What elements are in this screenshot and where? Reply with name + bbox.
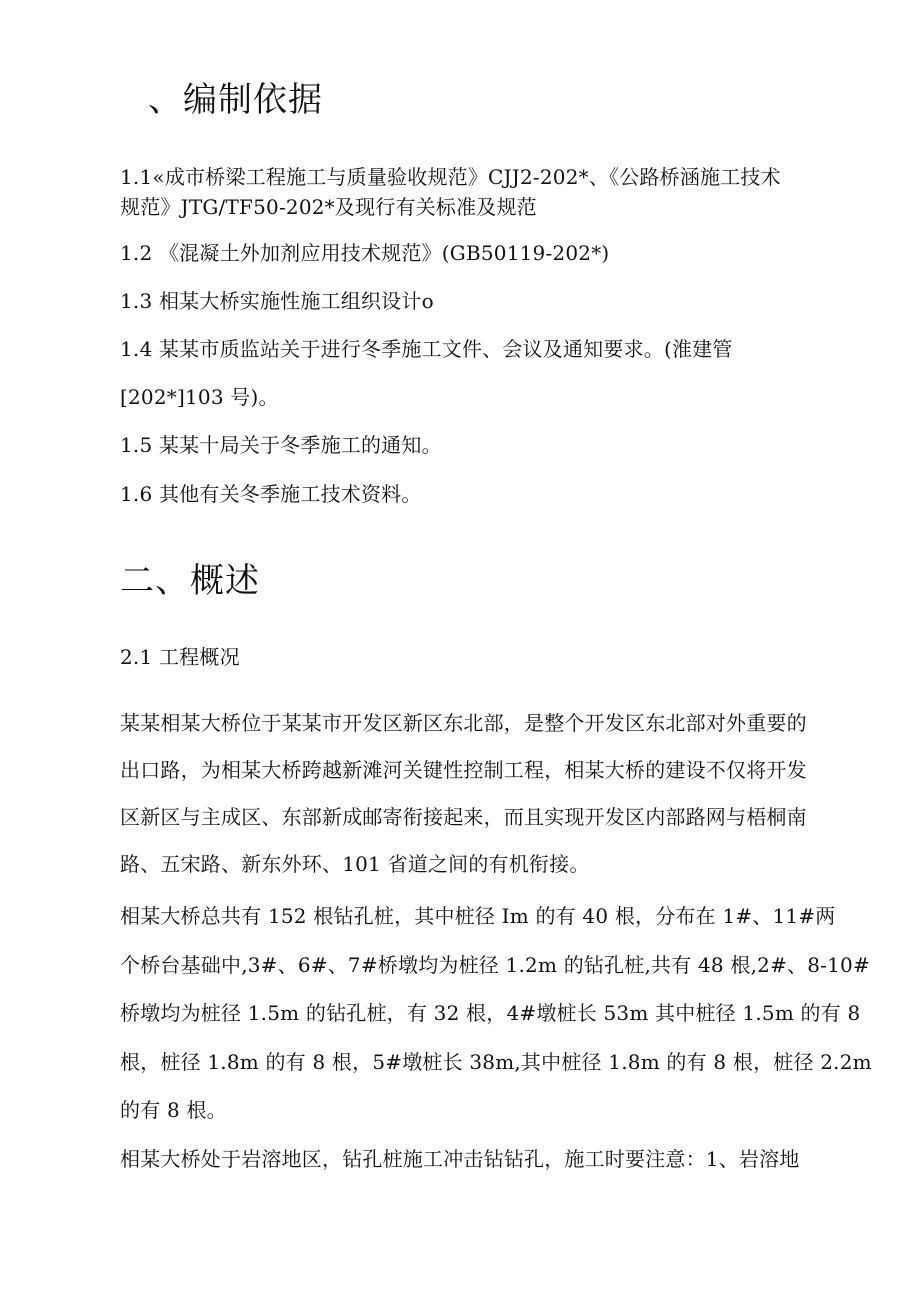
basis-line-1: 1.1«成市桥梁工程施工与质量验收规范》CJJ2-202*、《公路桥涵施工技术 [120, 165, 781, 189]
overview-line-4: 路、五宋路、新东外环、101 省道之间的有机衔接。 [120, 852, 590, 876]
overview-line-8: 根，桩径 1.8m 的有 8 根，5#墩桩长 38m,其中桩径 1.8m 的有 8 根，桩径 2.2m [120, 1050, 872, 1074]
basis-line-6: [202*]103 号)。 [120, 385, 279, 409]
section-2-heading: 二、概述 [120, 561, 260, 601]
overview-line-9: 的有 8 根。 [120, 1098, 227, 1122]
basis-line-3: 1.2 《混凝土外加剂应用技术规范》(GB50119-202*) [120, 241, 610, 265]
overview-line-10: 相某大桥处于岩溶地区，钻孔桩施工冲击钻钻孔，施工时要注意：1、岩溶地 [120, 1147, 800, 1171]
basis-line-4: 1.3 相某大桥实施性施工组织设计o [120, 289, 434, 313]
overview-line-2: 出口路，为相某大桥跨越新滩河关键性控制工程，相某大桥的建设不仅将开发 [120, 758, 807, 782]
overview-line-1: 某某相某大桥位于某某市开发区新区东北部，是整个开发区东北部对外重要的 [120, 711, 807, 735]
overview-line-6: 个桥台基础中,3#、6#、7#桥墩均为桩径 1.2m 的钻孔桩,共有 48 根,2#、8-10# [120, 953, 870, 977]
overview-line-3: 区新区与主成区、东部新成邮寄衔接起来，而且实现开发区内部路网与梧桐南 [120, 805, 807, 829]
section-1-heading: 、编制依据 [148, 80, 323, 120]
basis-line-2: 规范》JTG/TF50-202*及现行有关标准及规范 [120, 195, 537, 219]
basis-line-5: 1.4 某某市质监站关于进行冬季施工文件、会议及通知要求。(淮建管 [120, 337, 733, 361]
basis-line-8: 1.6 其他有关冬季施工技术资料。 [120, 482, 422, 506]
overview-line-7: 桥墩均为桩径 1.5m 的钻孔桩，有 32 根，4#墩桩长 53m 其中桩径 1.5m 的有 8 [120, 1001, 861, 1025]
subsection-2-1-heading: 2.1 工程概况 [120, 645, 240, 669]
basis-line-7: 1.5 某某十局关于冬季施工的通知。 [120, 433, 442, 457]
overview-line-5: 相某大桥总共有 152 根钻孔桩，其中桩径 Im 的有 40 根，分布在 1#、11#两 [120, 904, 836, 928]
